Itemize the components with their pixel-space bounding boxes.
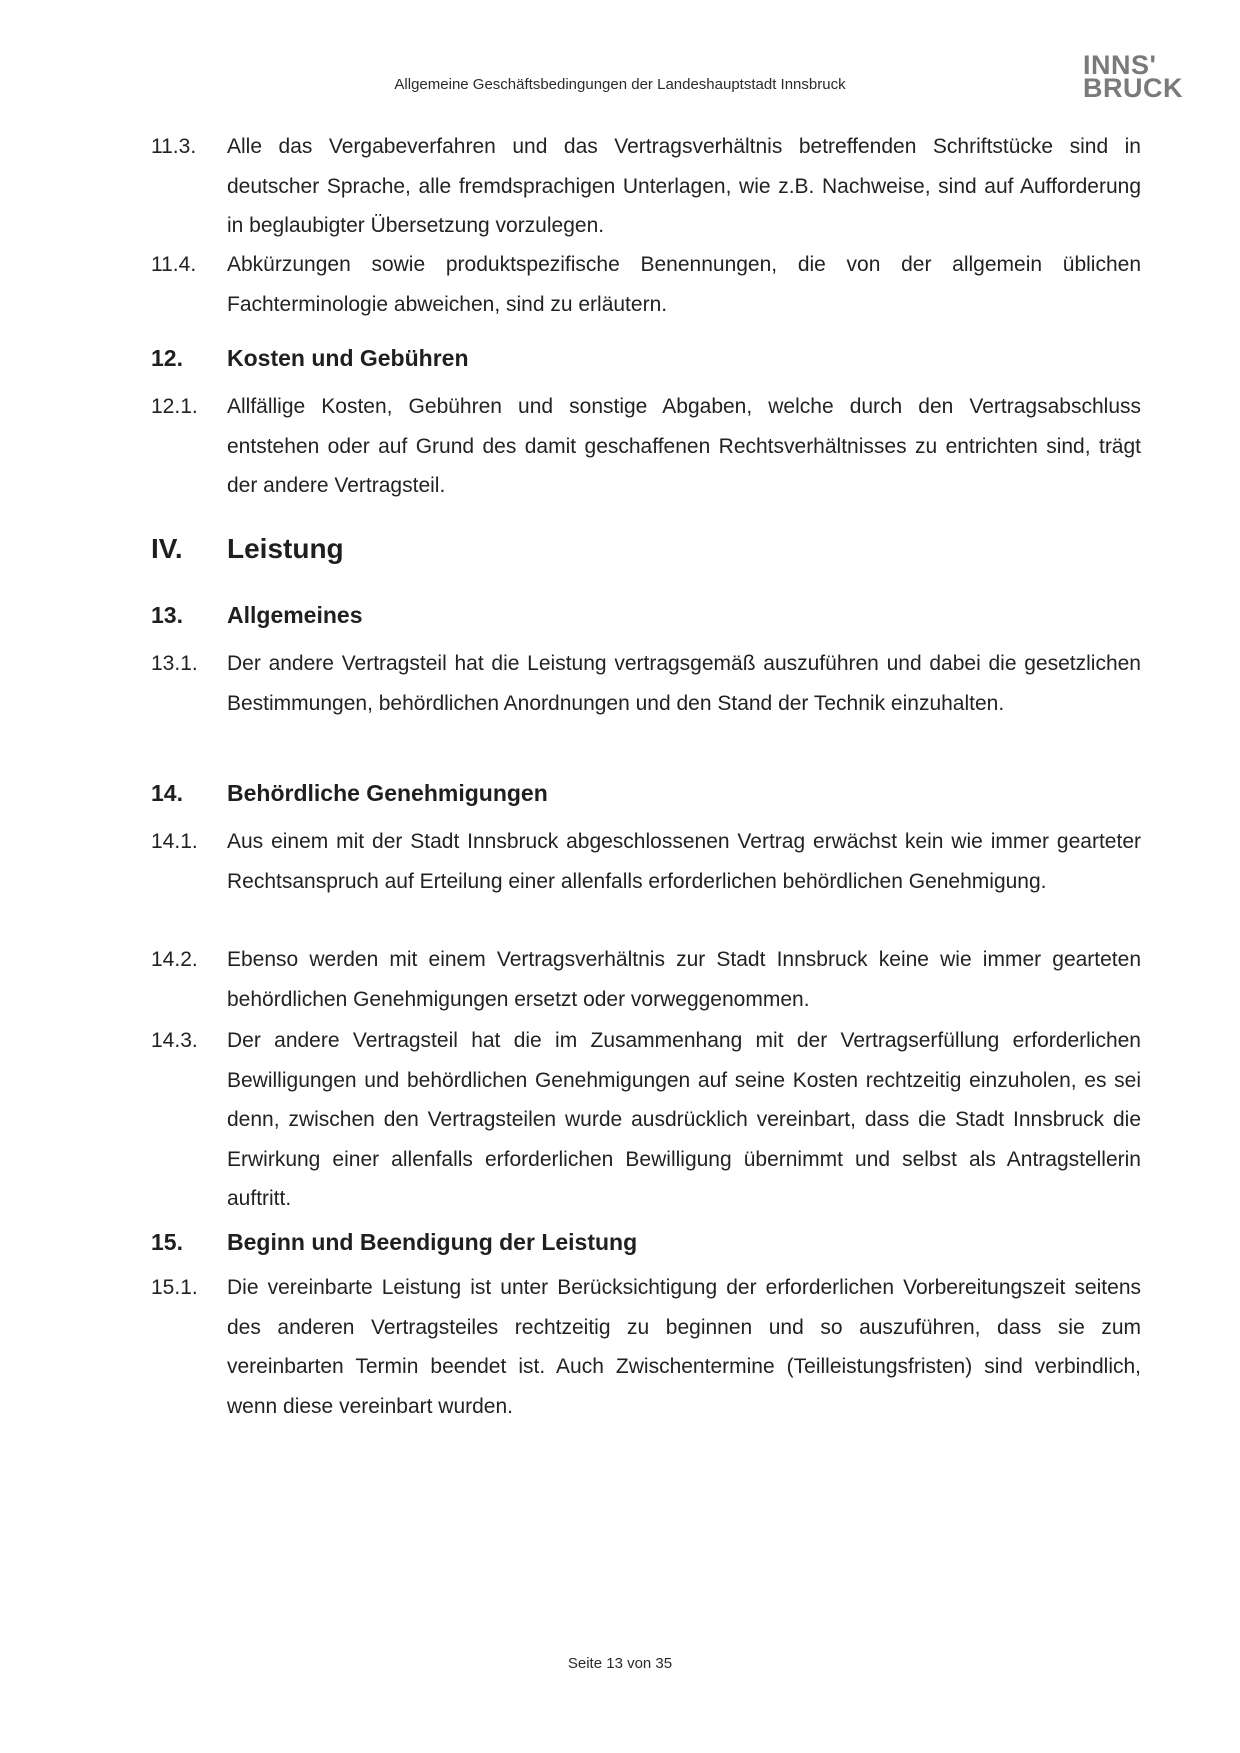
document-header-title: Allgemeine Geschäftsbedingungen der Landeshauptstadt Innsbruck <box>394 76 846 93</box>
clause-text: Allfällige Kosten, Gebühren und sonstige Abgaben, welche durch den Vertragsabschluss entstehen oder auf Grund des damit geschaffenen Rechtsverhältnisses zu entrichten sind, trägt der andere Vertragsteil. <box>227 395 1141 497</box>
clause-number: 15.1. <box>151 1276 198 1299</box>
section-title: Behördliche Genehmigungen <box>227 780 548 806</box>
clause-text: Abkürzungen sowie produktspezifische Benennungen, die von der allgemein üblichen Fachterminologie abweichen, sind zu erläutern. <box>227 253 1141 316</box>
part-title: Leistung <box>227 533 344 564</box>
innsbruck-logo <box>1083 50 1193 103</box>
clause-text: Ebenso werden mit einem Vertragsverhältnis zur Stadt Innsbruck keine wie immer gearteten behördlichen Genehmigungen ersetzt oder vorweggenommen. <box>227 948 1141 1011</box>
part-number: IV. <box>151 533 183 564</box>
clause-number: 14.3. <box>151 1029 198 1052</box>
clause-text: Der andere Vertragsteil hat die im Zusammenhang mit der Vertragserfüllung erforderlichen Bewilligungen und behördlichen Genehmigungen auf seine Kosten rechtzeitig einzuholen, es sei denn, zwischen den Vertragsteilen wurde ausdrücklich vereinbart, dass die Stadt Innsbruck die Erwirkung einer allenfalls erforderlichen Bewilligung übernimmt und selbst als Antragstellerin auftritt. <box>227 1029 1141 1210</box>
clause-number: 13.1. <box>151 652 198 675</box>
page-number: Seite 13 von 35 <box>567 1655 673 1672</box>
clause-number: 11.3. <box>151 135 197 158</box>
clause-number: 14.1. <box>151 830 198 853</box>
section-number: 12. <box>151 345 183 371</box>
logo-line-1: INNS' <box>1083 50 1157 80</box>
clause-text: Aus einem mit der Stadt Innsbruck abgeschlossenen Vertrag erwächst kein wie immer gearteter Rechtsanspruch auf Erteilung einer allenfalls erforderlichen behördlichen Genehmigung. <box>227 830 1141 893</box>
section-title: Allgemeines <box>227 602 363 628</box>
clause-number: 14.2. <box>151 948 198 971</box>
clause-text: Alle das Vergabeverfahren und das Vertragsverhältnis betreffenden Schriftstücke sind in deutscher Sprache, alle fremdsprachigen Unterlagen, wie z.B. Nachweise, sind auf Aufforderung in beglaubigter Übersetzung vorzulegen. <box>227 135 1141 237</box>
section-number: 13. <box>151 602 183 628</box>
section-title: Beginn und Beendigung der Leistung <box>227 1229 638 1255</box>
section-title: Kosten und Gebühren <box>227 345 469 371</box>
clause-number: 12.1. <box>151 395 198 418</box>
clause-text: Die vereinbarte Leistung ist unter Berücksichtigung der erforderlichen Vorbereitungszeit seitens des anderen Vertragsteiles rechtzeitig zu beginnen und so auszuführen, dass sie zum vereinbarten Termin beendet ist. Auch Zwischentermine (Teilleistungsfristen) sind verbindlich, wenn diese vereinbart wurden. <box>227 1276 1141 1418</box>
logo-line-2: BRUCK <box>1083 73 1183 103</box>
section-number: 14. <box>151 780 183 806</box>
section-number: 15. <box>151 1229 183 1255</box>
clause-number: 11.4. <box>151 253 197 276</box>
clause-text: Der andere Vertragsteil hat die Leistung vertragsgemäß auszuführen und dabei die gesetzlichen Bestimmungen, behördlichen Anordnungen und den Stand der Technik einzuhalten. <box>227 652 1141 715</box>
